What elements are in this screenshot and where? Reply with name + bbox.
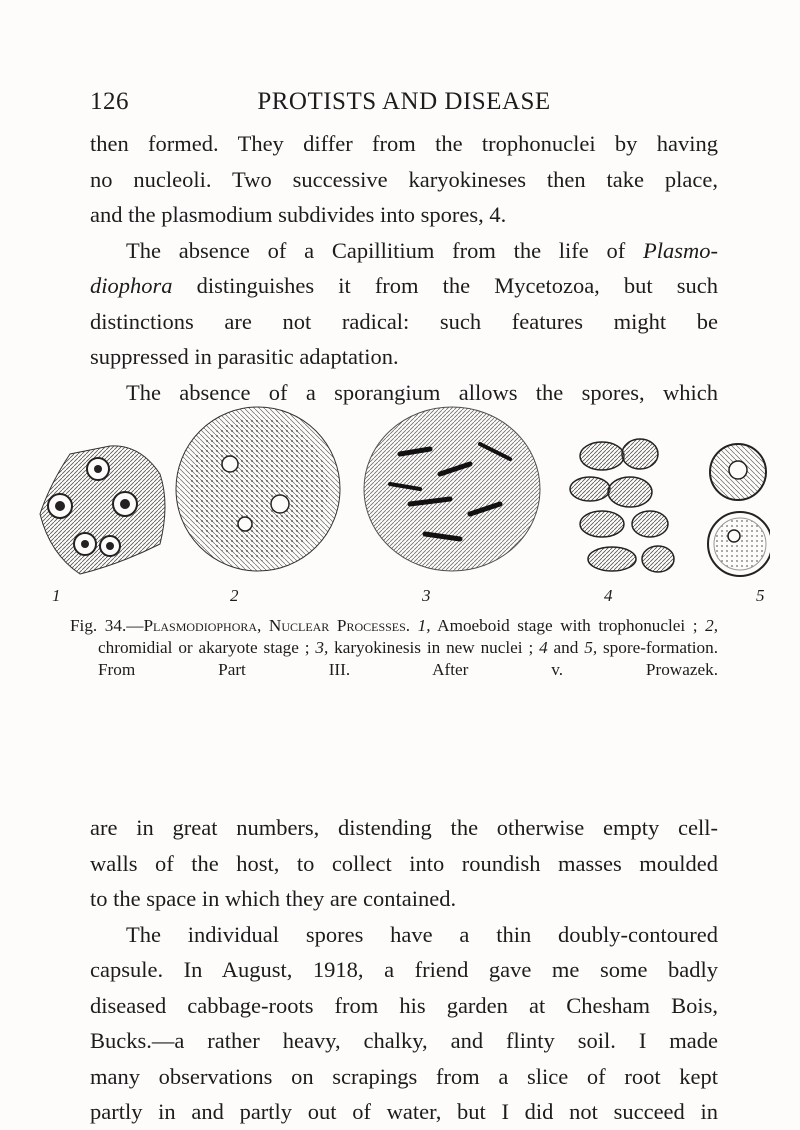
plasmodiophora-drawing [30, 394, 770, 604]
figure-illustration [30, 394, 770, 604]
figure-3-karyokinesis [364, 407, 540, 571]
text-block-upper [90, 126, 718, 410]
text-line: and the plasmodium subdivides into spores, 4. [90, 202, 507, 227]
figure-label-3: 3 [422, 586, 431, 605]
figure-label-2: 2 [230, 586, 239, 605]
text-line: no nucleoli. Two successive karyokineses then take place, [90, 166, 718, 192]
text-line: then formed. They differ from the trophonuclei by having [90, 131, 718, 156]
caption-text: Fig. 34.—Plasmodiophora, Nuclear Processes. 1, Amoeboid stage with trophonuclei ; 2, chromidial or akaryote stage ; 3, karyokinesis in new nuclei ; 4 and 5, spore-formation. From Part III. After v. Prowazek. [70, 616, 718, 679]
figure-2-chromidial [176, 407, 340, 571]
figure-4-spores [570, 439, 674, 572]
figure-label-5: 5 [756, 586, 765, 605]
text-line: diophora distinguishes it from the Mycetozoa, but such [90, 273, 718, 298]
figure-1-amoeboid [40, 446, 165, 574]
text-line: The absence of a Capillitium from the life of Plasmo- [126, 237, 718, 263]
text-line: partly in and partly out of water, but I did not succeed in [90, 1099, 718, 1124]
page-number: 126 [90, 88, 129, 115]
text-line: capsule. In August, 1918, a friend gave me some badly [90, 957, 718, 982]
figure-label-1: 1 [52, 586, 61, 605]
text-line: walls of the host, to collect into roundish masses moulded [90, 850, 718, 876]
text-line: The absence of a sporangium allows the spores, which [126, 379, 718, 405]
figure-5-spores [708, 444, 770, 576]
page-header [90, 88, 718, 118]
figure-label-4: 4 [604, 586, 613, 605]
text-line: The individual spores have a thin doubly-contoured [126, 921, 718, 947]
figure-caption [70, 615, 718, 681]
text-block-lower [90, 810, 718, 1130]
running-title: PROTISTS AND DISEASE [257, 88, 551, 115]
text-line: diseased cabbage-roots from his garden at Chesham Bois, [90, 992, 718, 1018]
text-line: distinctions are not radical: such features might be [90, 308, 718, 334]
text-line: are in great numbers, distending the otherwise empty cell- [90, 815, 718, 840]
text-line: many observations on scrapings from a slice of root kept [90, 1063, 718, 1089]
text-line: Bucks.—a rather heavy, chalky, and flinty soil. I made [90, 1028, 718, 1053]
text-line: suppressed in parasitic adaptation. [90, 344, 399, 369]
text-line: to the space in which they are contained. [90, 886, 457, 911]
